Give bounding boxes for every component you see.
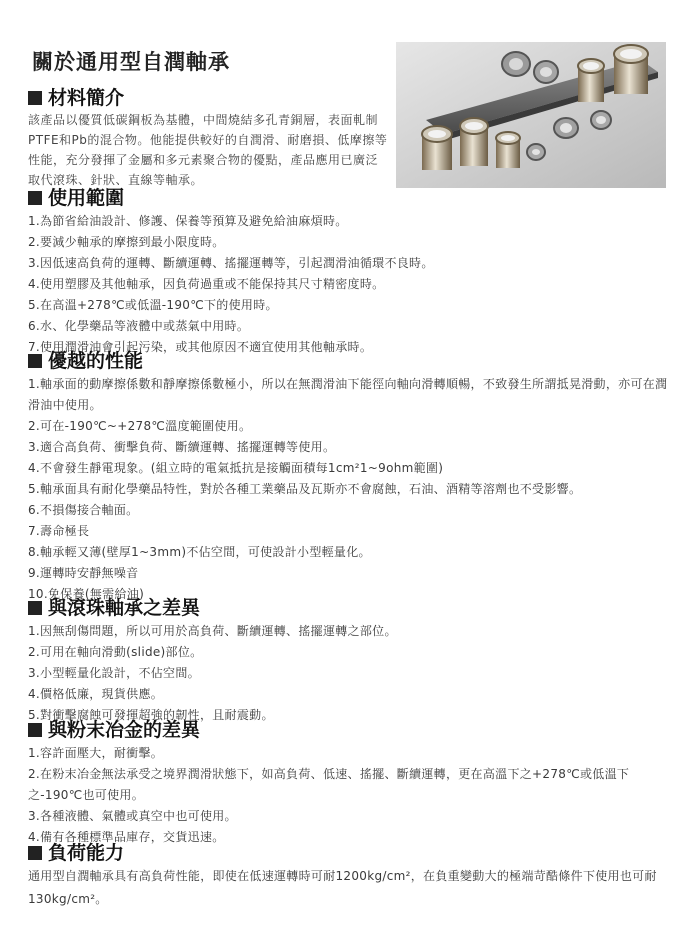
list-item: 4.價格低廉，現貨供應。 (28, 687, 164, 701)
list-item: 8.軸承輕又薄(壁厚1~3mm)不佔空間，可使設計小型輕量化。 (28, 545, 371, 559)
list-item: 4.備有各種標準品庫存，交貨迅速。 (28, 830, 225, 844)
page-title: 關於通用型自潤軸承 (32, 50, 230, 74)
performance-list (28, 374, 670, 605)
list-item: 1.因無刮傷問題，所以可用於高負荷、斷續運轉、搖擺運轉之部位。 (28, 624, 397, 638)
section-heading-load: 負荷能力 (28, 841, 124, 865)
material-intro-text: 該產品以優質低碳鋼板為基體，中間燒結多孔青銅層，表面軋制PTFE和Pb的混合物。他能提供較好的自潤滑、耐磨損、低摩擦等性能，充分發揮了金屬和多元素聚合物的優點，產品應用已廣泛取代滾珠、針狀、直線等軸承。 (28, 113, 388, 187)
list-item: 5.在高溫+278℃或低溫-190℃下的使用時。 (28, 298, 278, 312)
list-item: 3.適合高負荷、衝擊負荷、斷續運轉、搖擺運轉等使用。 (28, 440, 336, 454)
black-square-icon (28, 846, 42, 860)
section-heading-vs-ball: 與滾珠軸承之差異 (28, 596, 200, 620)
section-heading-material: 材料簡介 (28, 86, 124, 110)
list-item: 5.軸承面具有耐化學藥品特性，對於各種工業藥品及瓦斯亦不會腐蝕，石油、酒精等溶劑也不受影響。 (28, 482, 582, 496)
black-square-icon (28, 723, 42, 737)
list-item: 1.為節省給油設計、修護、保養等預算及避免給油麻煩時。 (28, 214, 348, 228)
list-item: 3.各種液體、氣體或真空中也可使用。 (28, 809, 237, 823)
list-item: 2.在粉末冶金無法承受之境界潤滑狀態下，如高負荷、低速、搖擺、斷續運轉，更在高溫下之+278℃或低溫下之-190℃也可使用。 (28, 767, 630, 802)
section-heading-performance: 優越的性能 (28, 349, 143, 373)
black-square-icon (28, 354, 42, 368)
list-item: 7.使用潤滑油會引起污染，或其他原因不適宜使用其他軸承時。 (28, 340, 373, 354)
list-item: 10.免保養(無需給油) (28, 587, 145, 601)
list-item: 5.對衝擊腐蝕可發揮超強的韌性，且耐震動。 (28, 708, 274, 722)
list-item: 6.水、化學藥品等液體中或蒸氣中用時。 (28, 319, 250, 333)
black-square-icon (28, 91, 42, 105)
section-heading-vs-powder: 與粉末冶金的差異 (28, 718, 200, 742)
vs-ball-list (28, 621, 670, 726)
vs-powder-list (28, 743, 670, 848)
load-capacity-text: 通用型自潤軸承具有高負荷性能，即使在低速運轉時可耐1200kg/cm²，在負重變動大的極端苛酷條件下使用也可耐130kg/cm²。 (28, 869, 657, 906)
list-item: 1.軸承面的動摩擦係數和靜摩擦係數極小，所以在無潤滑油下能徑向軸向滑轉順暢，不致發生所謂抵晃滑動，亦可在潤滑油中使用。 (28, 377, 668, 412)
list-item: 2.可用在軸向滑動(slide)部位。 (28, 645, 203, 659)
black-square-icon (28, 601, 42, 615)
section-heading-usage: 使用範圍 (28, 186, 124, 210)
usage-list (28, 211, 670, 358)
list-item: 3.小型輕量化設計，不佔空間。 (28, 666, 200, 680)
list-item: 2.可在-190℃~+278℃溫度範圍使用。 (28, 419, 252, 433)
list-item: 6.不損傷接合軸面。 (28, 503, 139, 517)
black-square-icon (28, 191, 42, 205)
list-item: 1.容許面壓大，耐衝擊。 (28, 746, 164, 760)
list-item: 4.使用塑膠及其他軸承，因負荷過重或不能保持其尺寸精密度時。 (28, 277, 385, 291)
list-item: 3.因低速高負荷的運轉、斷續運轉、搖擺運轉等，引起潤滑油循環不良時。 (28, 256, 434, 270)
list-item: 2.要減少軸承的摩擦到最小限度時。 (28, 235, 225, 249)
list-item: 4.不會發生靜電現象。(組立時的電氣抵抗是接觸面積每1cm²1~9ohm範圍) (28, 461, 444, 475)
list-item: 9.運轉時安靜無噪音 (28, 566, 139, 580)
bearings-photo-icon (396, 42, 666, 188)
list-item: 7.壽命極長 (28, 524, 90, 538)
